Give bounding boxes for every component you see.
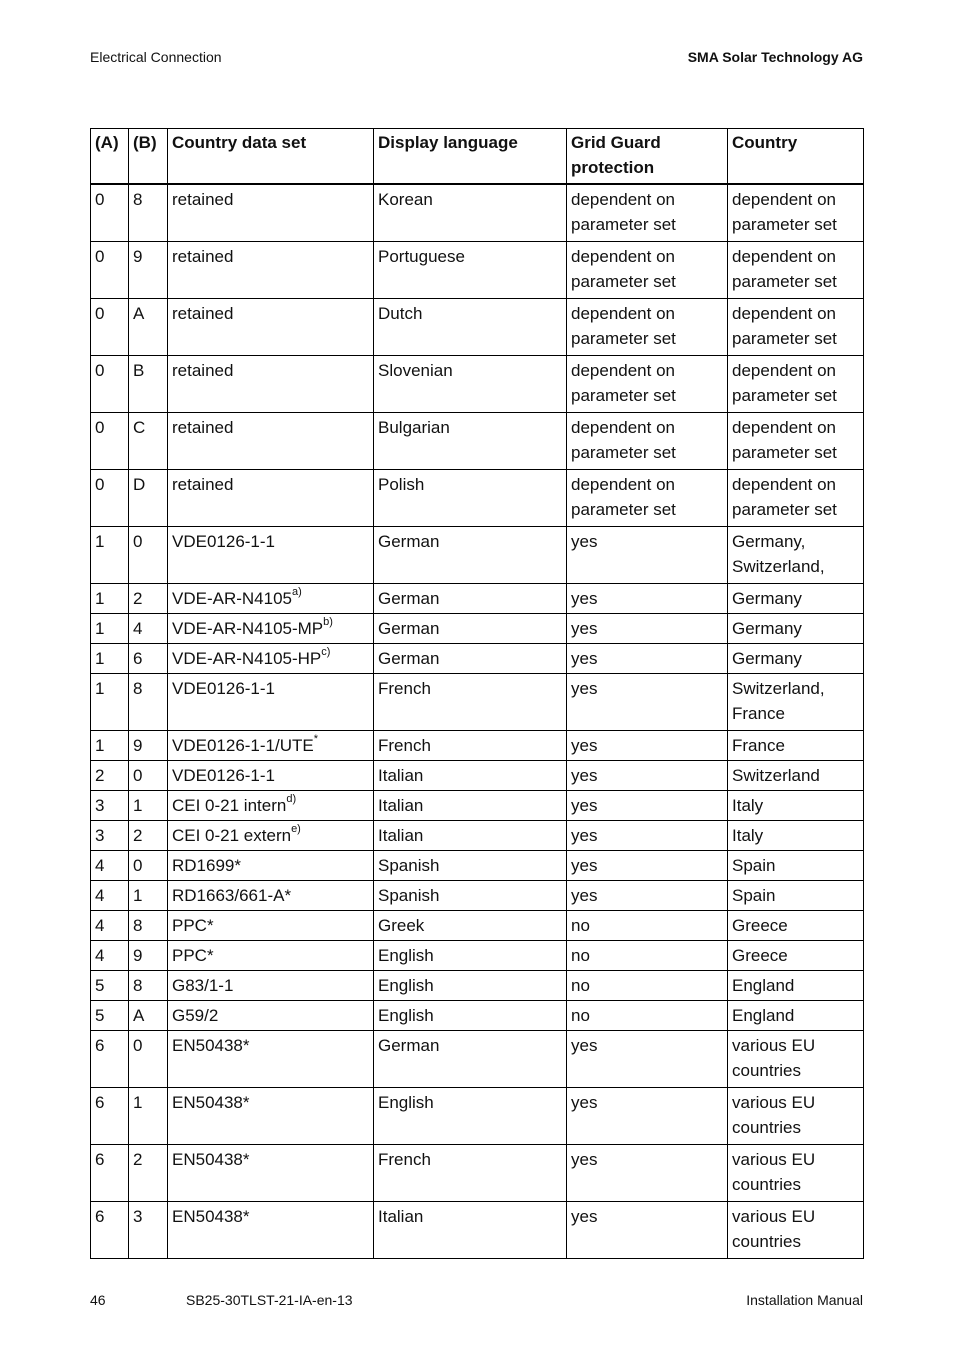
cell-grid-guard-protection: yes [567,644,728,674]
cell-display-language: Italian [374,1202,567,1259]
country-data-set-name: VDE0126-1-1/UTE [172,736,314,755]
cell-country: England [728,971,864,1001]
cell-country-data-set [168,644,374,674]
cell-a: 5 [91,971,129,1001]
cell-display-language: French [374,731,567,761]
table-row [91,911,864,941]
cell-display-language: Italian [374,761,567,791]
cell-b: 6 [129,644,168,674]
table-row [91,644,864,674]
cell-display-language: English [374,941,567,971]
country-data-set-table [90,128,864,1259]
cell-grid-guard-protection: yes [567,1088,728,1145]
table-row [91,851,864,881]
table-row [91,1202,864,1259]
cell-a: 5 [91,1001,129,1031]
cell-country-data-set [168,791,374,821]
cell-display-language: German [374,1031,567,1088]
cell-display-language: Polish [374,470,567,527]
table-row [91,1031,864,1088]
cell-country: dependent on parameter set [728,184,864,242]
country-data-set-name: CEI 0-21 intern [172,796,287,815]
cell-b: C [129,413,168,470]
cell-display-language: German [374,644,567,674]
cell-a: 6 [91,1031,129,1088]
cell-a: 4 [91,851,129,881]
cell-country-data-set [168,527,374,584]
table-row [91,614,864,644]
cell-country-data-set [168,242,374,299]
country-data-set-name: CEI 0-21 extern [172,826,292,845]
country-data-set-name: VDE0126-1-1 [172,766,276,785]
cell-country-data-set [168,1202,374,1259]
country-data-set-name: PPC* [172,946,214,965]
cell-display-language: Spanish [374,881,567,911]
cell-display-language: Bulgarian [374,413,567,470]
cell-b: A [129,1001,168,1031]
footnote-marker: b) [323,616,333,629]
cell-country-data-set [168,881,374,911]
cell-b: 8 [129,911,168,941]
cell-country-data-set [168,1001,374,1031]
cell-b: 2 [129,821,168,851]
table-row [91,242,864,299]
cell-a: 4 [91,911,129,941]
cell-display-language: Italian [374,821,567,851]
table-row [91,941,864,971]
col-header-country-data-set: Country data set [168,129,374,185]
footnote-marker: e) [291,823,301,836]
cell-a: 6 [91,1202,129,1259]
cell-country-data-set [168,911,374,941]
col-header-display-language: Display language [374,129,567,185]
country-data-set-name: VDE-AR-N4105-MP [172,619,324,638]
cell-country-data-set [168,851,374,881]
table-row [91,413,864,470]
cell-display-language: Italian [374,791,567,821]
cell-a: 1 [91,731,129,761]
cell-grid-guard-protection: dependent on parameter set [567,470,728,527]
country-data-set-name: retained [172,247,234,266]
cell-b: 0 [129,527,168,584]
cell-display-language: French [374,1145,567,1202]
country-data-set-name: EN50438* [172,1150,250,1169]
cell-a: 1 [91,614,129,644]
cell-b: 8 [129,674,168,731]
cell-display-language: German [374,527,567,584]
cell-grid-guard-protection: yes [567,851,728,881]
cell-a: 1 [91,527,129,584]
cell-grid-guard-protection: yes [567,1202,728,1259]
cell-country-data-set [168,761,374,791]
col-header-b: (B) [129,129,168,185]
cell-b: B [129,356,168,413]
cell-country: Greece [728,911,864,941]
cell-country-data-set [168,413,374,470]
table-row [91,527,864,584]
table-row [91,1145,864,1202]
cell-country-data-set [168,299,374,356]
table-row [91,1001,864,1031]
cell-grid-guard-protection: no [567,941,728,971]
cell-country: Germany, Switzerland, [728,527,864,584]
country-data-set-name: G83/1-1 [172,976,234,995]
cell-country: various EU countries [728,1202,864,1259]
cell-a: 3 [91,821,129,851]
cell-grid-guard-protection: dependent on parameter set [567,242,728,299]
cell-grid-guard-protection: no [567,911,728,941]
cell-country: various EU countries [728,1145,864,1202]
cell-display-language: Spanish [374,851,567,881]
cell-grid-guard-protection: yes [567,821,728,851]
cell-a: 0 [91,356,129,413]
cell-a: 3 [91,791,129,821]
cell-a: 2 [91,761,129,791]
cell-country: France [728,731,864,761]
cell-country: dependent on parameter set [728,413,864,470]
cell-grid-guard-protection: yes [567,731,728,761]
col-header-grid-guard-protection: Grid Guard protection [567,129,728,185]
table-row [91,791,864,821]
cell-country: Germany [728,644,864,674]
cell-b: 9 [129,941,168,971]
cell-a: 6 [91,1145,129,1202]
cell-country: Spain [728,851,864,881]
cell-grid-guard-protection: yes [567,1031,728,1088]
document-title: Installation Manual [746,1292,863,1308]
cell-country-data-set [168,1088,374,1145]
country-data-set-name: VDE0126-1-1 [172,532,276,551]
cell-country: England [728,1001,864,1031]
footnote-marker: * [313,733,319,746]
country-data-set-name: retained [172,361,234,380]
cell-b: D [129,470,168,527]
table-row [91,971,864,1001]
page-number: 46 [90,1292,106,1308]
country-data-set-name: retained [172,304,234,323]
cell-country: Germany [728,584,864,614]
cell-b: 0 [129,761,168,791]
cell-country: dependent on parameter set [728,356,864,413]
cell-b: 0 [129,851,168,881]
cell-grid-guard-protection: yes [567,881,728,911]
cell-country-data-set [168,614,374,644]
cell-b: 3 [129,1202,168,1259]
cell-country-data-set [168,821,374,851]
cell-b: 2 [129,1145,168,1202]
cell-display-language: Greek [374,911,567,941]
cell-display-language: Portuguese [374,242,567,299]
cell-country-data-set [168,1145,374,1202]
country-data-set-name: retained [172,418,234,437]
table-row [91,470,864,527]
cell-b: 8 [129,971,168,1001]
table-row [91,1088,864,1145]
cell-grid-guard-protection: yes [567,761,728,791]
cell-a: 0 [91,242,129,299]
cell-b: 9 [129,242,168,299]
cell-country-data-set [168,731,374,761]
cell-grid-guard-protection: dependent on parameter set [567,356,728,413]
running-header-section: Electrical Connection [90,49,222,65]
cell-a: 4 [91,881,129,911]
cell-grid-guard-protection: dependent on parameter set [567,299,728,356]
table-row [91,881,864,911]
cell-a: 1 [91,644,129,674]
cell-country: Greece [728,941,864,971]
cell-country-data-set [168,184,374,242]
table-row [91,584,864,614]
table-row [91,184,864,242]
cell-display-language: German [374,614,567,644]
cell-grid-guard-protection: yes [567,1145,728,1202]
cell-country: Switzerland, France [728,674,864,731]
cell-country: Italy [728,791,864,821]
country-data-set-name: RD1663/661-A* [172,886,292,905]
table-header-row [91,129,864,185]
country-data-set-name: retained [172,190,234,209]
country-data-set-name: retained [172,475,234,494]
cell-b: 1 [129,881,168,911]
cell-country: dependent on parameter set [728,299,864,356]
country-data-set-name: G59/2 [172,1006,219,1025]
cell-a: 6 [91,1088,129,1145]
country-data-set-name: EN50438* [172,1093,250,1112]
cell-a: 0 [91,184,129,242]
cell-country: Spain [728,881,864,911]
cell-country: various EU countries [728,1088,864,1145]
cell-b: 1 [129,791,168,821]
table-body [91,184,864,1259]
cell-country: Germany [728,614,864,644]
cell-grid-guard-protection: dependent on parameter set [567,413,728,470]
footnote-marker: c) [321,646,331,659]
cell-country-data-set [168,674,374,731]
cell-a: 0 [91,470,129,527]
cell-display-language: English [374,1001,567,1031]
cell-a: 0 [91,299,129,356]
cell-display-language: Korean [374,184,567,242]
table-row [91,356,864,413]
cell-a: 4 [91,941,129,971]
country-data-set-name: RD1699* [172,856,241,875]
cell-grid-guard-protection: yes [567,614,728,644]
cell-b: 4 [129,614,168,644]
table-row [91,761,864,791]
country-data-set-name: VDE-AR-N4105 [172,589,292,608]
footnote-marker: a) [292,586,302,599]
col-header-a: (A) [91,129,129,185]
table-row [91,674,864,731]
country-data-set-name: VDE-AR-N4105-HP [172,649,322,668]
country-data-set-name: VDE0126-1-1 [172,679,276,698]
cell-grid-guard-protection: yes [567,791,728,821]
cell-grid-guard-protection: yes [567,674,728,731]
table-row [91,731,864,761]
cell-b: 8 [129,184,168,242]
cell-display-language: French [374,674,567,731]
cell-a: 1 [91,674,129,731]
cell-b: 9 [129,731,168,761]
cell-country-data-set [168,470,374,527]
cell-country: dependent on parameter set [728,242,864,299]
table-row [91,821,864,851]
cell-grid-guard-protection: dependent on parameter set [567,184,728,242]
cell-a: 1 [91,584,129,614]
cell-country-data-set [168,941,374,971]
cell-country-data-set [168,584,374,614]
cell-display-language: Dutch [374,299,567,356]
cell-display-language: English [374,1088,567,1145]
cell-grid-guard-protection: yes [567,584,728,614]
cell-country: dependent on parameter set [728,470,864,527]
running-header-company: SMA Solar Technology AG [687,49,863,65]
document-id: SB25-30TLST-21-IA-en-13 [186,1292,353,1308]
cell-country-data-set [168,1031,374,1088]
table-row [91,299,864,356]
cell-display-language: German [374,584,567,614]
country-data-set-name: EN50438* [172,1207,250,1226]
cell-grid-guard-protection: no [567,971,728,1001]
cell-b: 0 [129,1031,168,1088]
cell-display-language: Slovenian [374,356,567,413]
cell-b: 1 [129,1088,168,1145]
cell-grid-guard-protection: yes [567,527,728,584]
country-data-set-name: PPC* [172,916,214,935]
cell-b: A [129,299,168,356]
cell-b: 2 [129,584,168,614]
cell-country-data-set [168,356,374,413]
country-data-set-name: EN50438* [172,1036,250,1055]
cell-display-language: English [374,971,567,1001]
cell-country: Italy [728,821,864,851]
col-header-country: Country [728,129,864,185]
cell-country: Switzerland [728,761,864,791]
footnote-marker: d) [286,793,297,806]
cell-country-data-set [168,971,374,1001]
cell-grid-guard-protection: no [567,1001,728,1031]
cell-a: 0 [91,413,129,470]
cell-country: various EU countries [728,1031,864,1088]
